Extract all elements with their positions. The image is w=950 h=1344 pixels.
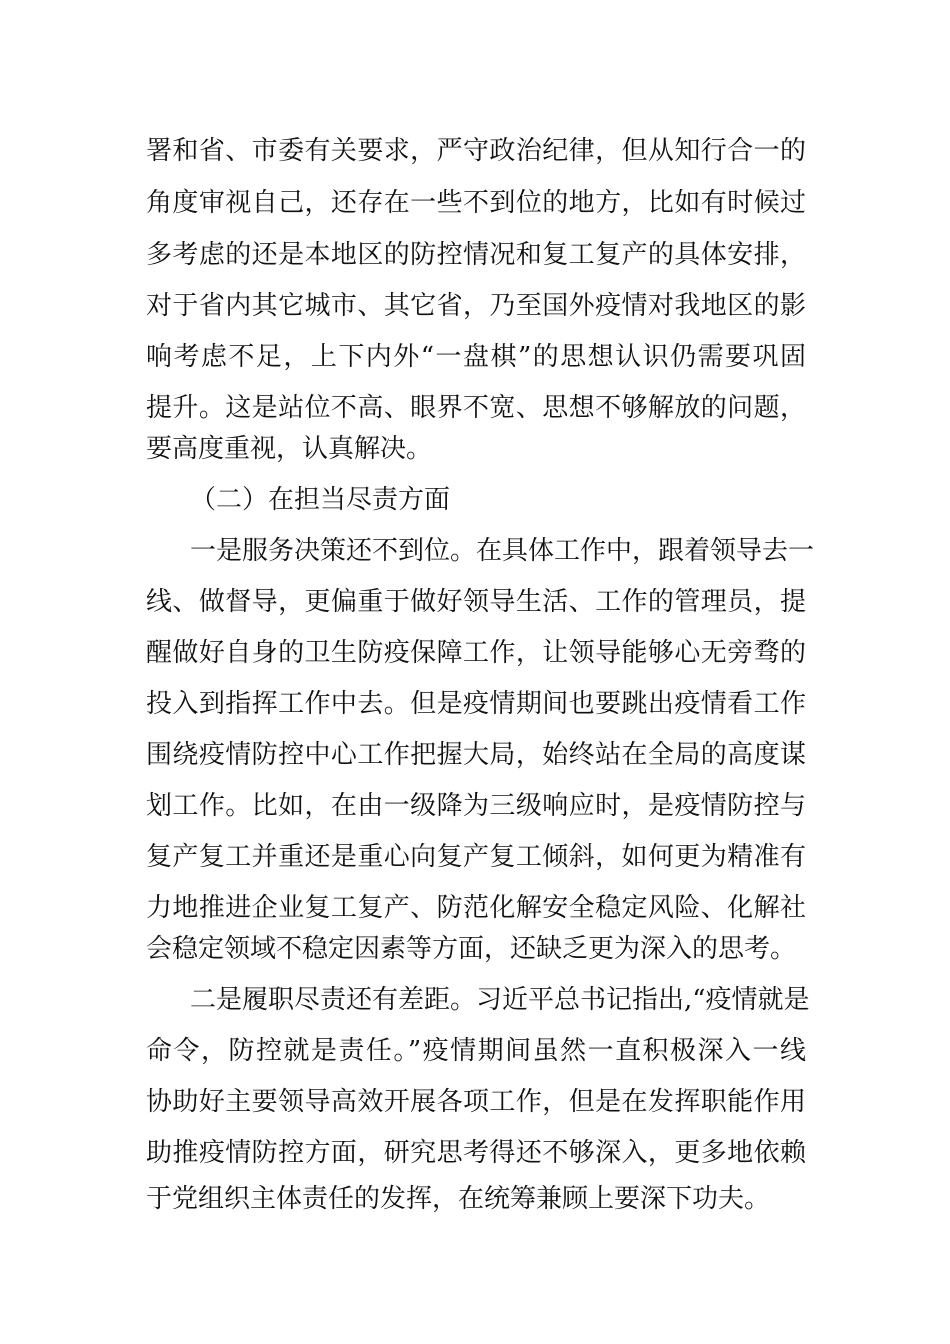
text-line: 线、做督导，更偏重于做好领导生活、工作的管理员，提 [146,587,806,617]
text-line: 对于省内其它城市、其它省，乃至国外疫情对我地区的影 [146,291,806,321]
text-line: 醒做好自身的卫生防疫保障工作，让领导能够心无旁骛的 [146,638,806,668]
section-heading: （二）在担当尽责方面 [190,485,451,515]
text-line: 响考虑不足，上下内外“一盘棋”的思想认识仍需要巩固 [146,342,806,372]
text-line: 会稳定领域不稳定因素等方面，还缺乏更为深入的思考。 [146,934,797,964]
text-line: 投入到指挥工作中去。但是疫情期间也要跳出疫情看工作 [146,689,806,719]
text-line: 署和省、市委有关要求，严守政治纪律，但从知行合一的 [146,136,806,166]
text-line: 于党组织主体责任的发挥，在统筹兼顾上要深下功夫。 [146,1184,771,1214]
text-line: 划工作。比如，在由一级降为三级响应时，是疫情防控与 [146,791,806,821]
text-line: 助推疫情防控方面，研究思考得还不够深入，更多地依赖 [146,1138,806,1168]
text-line: 围绕疫情防控中心工作把握大局，始终站在全局的高度谋 [146,740,806,770]
paragraph-first-line: 二是履职尽责还有差距。习近平总书记指出,“疫情就是 [190,985,810,1015]
text-line: 多考虑的还是本地区的防控情况和复工复产的具体安排， [146,240,806,270]
text-line: 提升。这是站位不高、眼界不宽、思想不够解放的问题， [146,393,806,423]
paragraph-first-line: 一是服务决策还不到位。在具体工作中，跟着领导去一 [190,536,815,566]
text-line: 角度审视自己，还存在一些不到位的地方，比如有时候过 [146,188,806,218]
text-line: 力地推进企业复工复产、防范化解安全稳定风险、化解社 [146,893,806,923]
text-line: 协助好主要领导高效开展各项工作，但是在发挥职能作用 [146,1087,806,1117]
text-line: 要高度重视，认真解决。 [146,434,433,464]
text-line: 命令，防控就是责任。”疫情期间虽然一直积极深入一线 [146,1036,806,1066]
text-line: 复产复工并重还是重心向复产复工倾斜，如何更为精准有 [146,842,806,872]
